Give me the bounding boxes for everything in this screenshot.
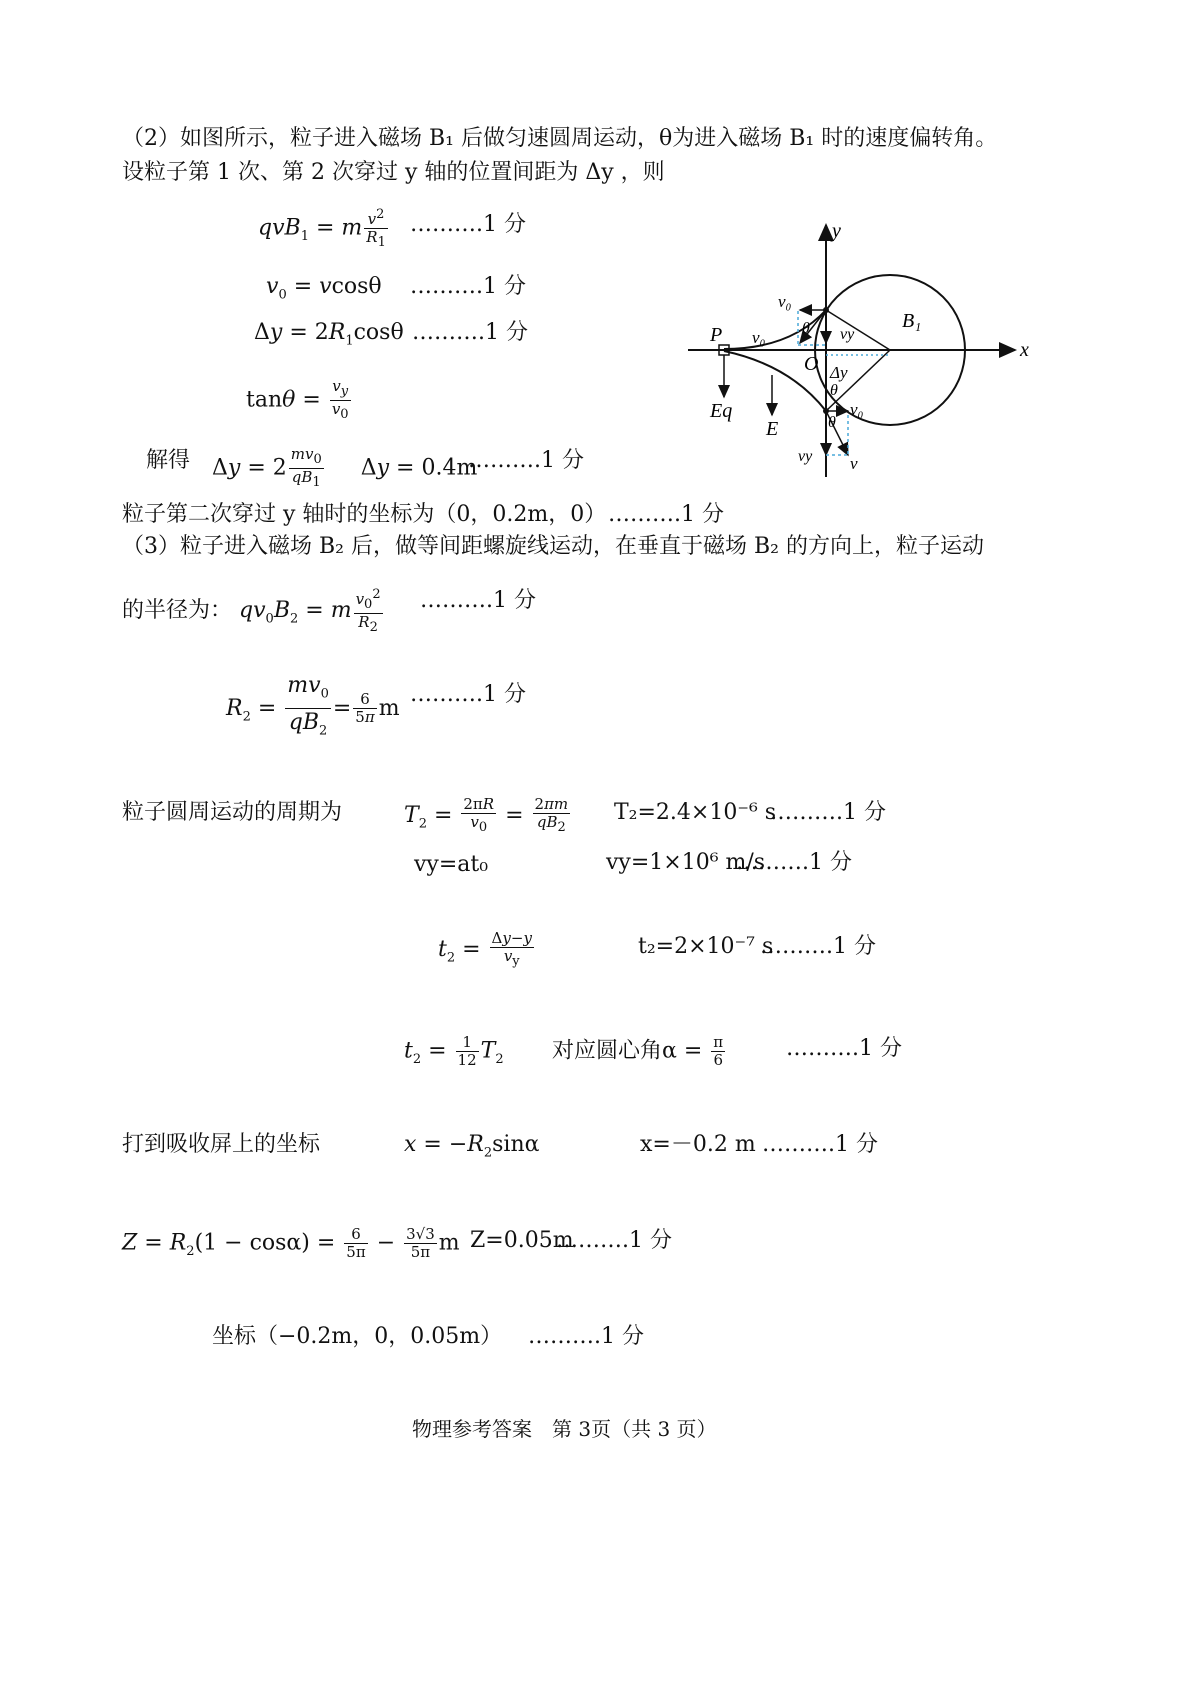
score-vy: ……….1 分 (736, 850, 852, 875)
v-label-lower: v (850, 454, 858, 473)
x-axis-label: x (1020, 339, 1029, 361)
part2-intro-line1: （2）如图所示，粒子进入磁场 B₁ 后做匀速圆周运动，θ为进入磁场 B₁ 时的速度偏转角。 (122, 126, 998, 151)
delta-y-label: Δy (830, 363, 848, 382)
equation-lorentz-force: qvB$_1$ = m $\frac{v^2}{R_1}$ (258, 207, 386, 250)
equation-t2: $t_2$ = $\frac{\Delta y-y}{v_y}$ (438, 929, 532, 969)
equation-r2: $R_2$ = $\frac{mv_0}{qB_2}$ = $\frac{6}{5\pi}$ m (226, 673, 400, 739)
equation-delta-y-result: Δy = 2 $\frac{mv_0}{qB_1}$ Δy = 0.4m (212, 445, 478, 490)
b1-label: B₁ (902, 310, 922, 332)
angle-label: 对应圆心角α = (552, 1038, 703, 1064)
theta-label-upper: θ (802, 320, 810, 337)
point-p-label: P (710, 324, 723, 346)
period-label: 粒子圆周运动的周期为 (122, 800, 343, 825)
t2-time-result: t₂=2×10⁻⁷ s (638, 934, 774, 959)
score-t2: ……….1 分 (760, 934, 876, 959)
equation-z: $Z = R_2(1 - \cos\alpha)$ = $\frac{6}{5\pi}$ − $\frac{3√3}{5\pi}$ m (122, 1225, 460, 1261)
part2-intro-line2: 设粒子第 1 次、第 2 次穿过 y 轴的位置间距为 Δy ，则 (122, 160, 665, 185)
equation-x: $x = -R_2\sin\alpha$ (404, 1132, 540, 1161)
vy-result: vy=1×10⁶ m/s (606, 850, 766, 875)
score-r2: ……….1 分 (410, 682, 526, 707)
score-coord: ……….1 分 (608, 502, 724, 527)
score-z: ……….1 分 (556, 1228, 672, 1253)
part3-intro-line2: 的半径为： $qv_0B_2 = m$ $\frac{v_0^2}{R_2}$ (122, 587, 381, 635)
part3-radius-label: 的半径为： (122, 598, 233, 623)
score-period: ……….1 分 (770, 800, 886, 825)
alpha-like-theta-lower: θ (828, 414, 836, 431)
screen-label: 打到吸收屏上的坐标 (122, 1132, 321, 1157)
t2-result: T₂=2.4×10⁻⁶ s (614, 800, 777, 825)
score-radius: ……….1 分 (420, 588, 536, 613)
score-angle: ……….1 分 (786, 1036, 902, 1061)
part3-intro-line1: （3）粒子进入磁场 B₂ 后，做等间距螺旋线运动，在垂直于磁场 B₂ 的方向上，粒子运动 (122, 534, 984, 559)
equation-delta-y: $\Delta y = 2R_1\cos\theta$ (254, 320, 404, 349)
equation-tan-theta: tanθ = $\frac{v_y}{v_0}$ (246, 377, 349, 422)
v0-label-lower: v₀ (850, 400, 864, 419)
equation-period: $T_2$ = $\frac{2\pi R}{v_0}$ = $\frac{2\pi m}{qB_2}$ (404, 795, 569, 835)
solve-label: 解得 (146, 448, 191, 473)
y-axis-label: y (832, 220, 841, 242)
page-footer: 物理参考答案 第 3页（共 3 页） (412, 1417, 717, 1441)
equation-t2-fraction: $t_2$ = $\frac{1}{12}$ $T_2$ (404, 1033, 504, 1069)
score-eq3: ……….1 分 (412, 320, 528, 345)
origin-label: O (804, 353, 819, 375)
score-x: ……….1 分 (762, 1132, 878, 1157)
coord-line: 粒子第二次穿过 y 轴时的坐标为（0，0.2m，0） (122, 502, 607, 527)
vy-label-lower: vy (798, 448, 813, 465)
z-result: Z=0.05m (470, 1228, 574, 1253)
eq-label: Eq (710, 400, 733, 422)
theta-label-center: θ (830, 382, 838, 399)
score-final: ……….1 分 (528, 1324, 644, 1349)
score-eq1: ……….1 分 (410, 212, 526, 237)
angle-line: 对应圆心角α = $\frac{\pi}{6}$ (552, 1033, 724, 1069)
vy-label-upper: vy (840, 326, 855, 343)
score-eq4: ……….1 分 (468, 448, 584, 473)
x-result: x=－0.2 m (640, 1132, 756, 1157)
equation-v0-cos: $v_0 = vcos\theta$ (266, 274, 382, 303)
magnetic-field-diagram (680, 215, 1040, 485)
score-eq2: ……….1 分 (410, 274, 526, 299)
final-coordinate: 坐标（−0.2m，0，0.05m） (212, 1324, 503, 1349)
radius-upper (826, 310, 890, 350)
v0-label-upper: v₀ (778, 292, 792, 311)
v0-label-p: v₀ (752, 328, 766, 347)
vy-formula: vy=at₀ (414, 852, 489, 877)
e-label: E (766, 418, 779, 440)
